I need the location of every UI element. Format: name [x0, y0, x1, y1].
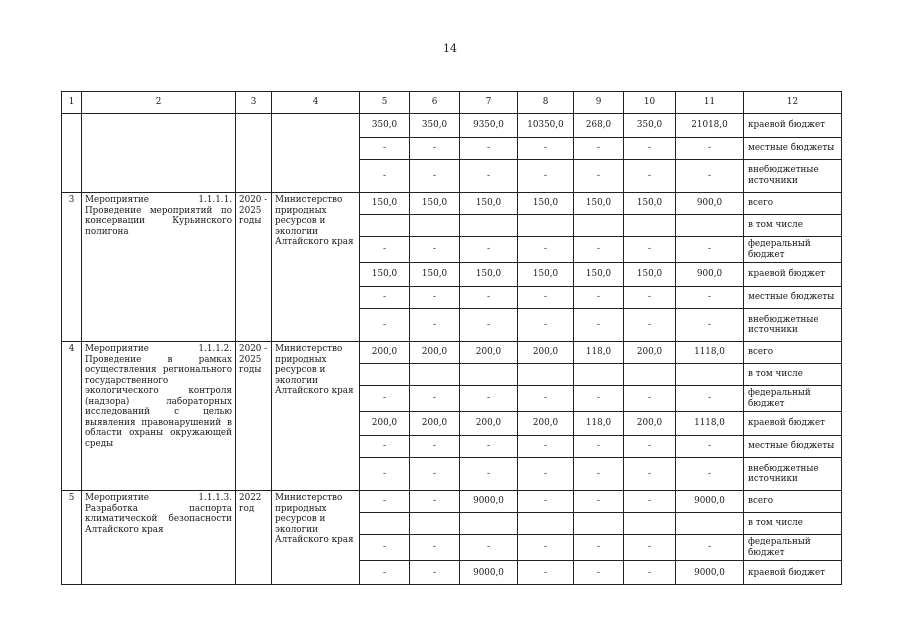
amount-cell: 900,0 [676, 193, 744, 215]
amount-cell: - [624, 386, 676, 412]
amount-cell [624, 513, 676, 535]
activity-number: 3 [62, 193, 82, 342]
amount-cell [676, 364, 744, 386]
column-header: 4 [272, 92, 360, 114]
amount-cell: - [624, 458, 676, 491]
amount-cell [360, 513, 410, 535]
amount-cell: - [460, 386, 518, 412]
amount-cell [676, 513, 744, 535]
amount-cell: 200,0 [410, 412, 460, 436]
amount-cell: - [624, 561, 676, 585]
activity-name: Мероприятие 1.1.1.2. Проведение в рамках осуществления регионального государственного экологического контроля (надзора) лабораторных исследований с целью выявления правонарушений в области охраны окружающей среды [82, 342, 236, 491]
amount-cell [410, 513, 460, 535]
amount-cell: 10350,0 [518, 114, 574, 138]
funding-source: всего [744, 491, 842, 513]
amount-cell: - [676, 237, 744, 263]
activity-number: 4 [62, 342, 82, 491]
column-header: 1 [62, 92, 82, 114]
amount-cell: 200,0 [624, 412, 676, 436]
activity-name: Мероприятие 1.1.1.1. Проведение мероприятий по консервации Курьинского полигона [82, 193, 236, 342]
activity-name: Мероприятие 1.1.1.3. Разработка паспорта климатической безопасности Алтайского края [82, 491, 236, 585]
amount-cell: - [360, 561, 410, 585]
amount-cell: - [624, 138, 676, 160]
funding-source: внебюджетные источники [744, 458, 842, 491]
amount-cell: - [410, 138, 460, 160]
amount-cell: - [624, 491, 676, 513]
funding-source: внебюджетные источники [744, 160, 842, 193]
table-row [62, 491, 842, 513]
activity-period: 2020 - 2025 годы [236, 342, 272, 491]
column-header: 6 [410, 92, 460, 114]
amount-cell: 150,0 [360, 263, 410, 287]
amount-cell: 1118,0 [676, 342, 744, 364]
amount-cell: 200,0 [624, 342, 676, 364]
amount-cell: - [460, 287, 518, 309]
amount-cell: 150,0 [460, 193, 518, 215]
amount-cell: 9000,0 [460, 491, 518, 513]
amount-cell: - [360, 436, 410, 458]
carry-over-name-cell [82, 114, 236, 193]
amount-cell: - [360, 535, 410, 561]
amount-cell: - [574, 309, 624, 342]
amount-cell: 200,0 [360, 412, 410, 436]
amount-cell: 268,0 [574, 114, 624, 138]
amount-cell [518, 215, 574, 237]
amount-cell: - [518, 561, 574, 585]
funding-source: всего [744, 193, 842, 215]
amount-cell: - [360, 386, 410, 412]
carry-over-period-cell [236, 114, 272, 193]
amount-cell: 9000,0 [676, 491, 744, 513]
amount-cell [460, 513, 518, 535]
amount-cell [360, 215, 410, 237]
amount-cell [460, 364, 518, 386]
amount-cell: - [410, 309, 460, 342]
amount-cell: - [624, 237, 676, 263]
funding-source: местные бюджеты [744, 138, 842, 160]
amount-cell: 9000,0 [676, 561, 744, 585]
amount-cell: - [624, 287, 676, 309]
activity-executor: Министерство природных ресурсов и экологии Алтайского края [272, 491, 360, 585]
amount-cell: - [518, 287, 574, 309]
amount-cell: 150,0 [460, 263, 518, 287]
funding-source: федеральный бюджет [744, 535, 842, 561]
amount-cell: - [460, 535, 518, 561]
activity-period: 2022 год [236, 491, 272, 585]
amount-cell: 150,0 [624, 263, 676, 287]
funding-source: внебюджетные источники [744, 309, 842, 342]
amount-cell: - [410, 535, 460, 561]
amount-cell: - [410, 491, 460, 513]
amount-cell [410, 364, 460, 386]
column-header: 10 [624, 92, 676, 114]
amount-cell [574, 364, 624, 386]
funding-source: федеральный бюджет [744, 386, 842, 412]
amount-cell [518, 513, 574, 535]
amount-cell: - [518, 535, 574, 561]
amount-cell: - [676, 386, 744, 412]
table-row [62, 193, 842, 215]
amount-cell: - [518, 386, 574, 412]
amount-cell: - [360, 160, 410, 193]
column-header: 8 [518, 92, 574, 114]
column-header: 3 [236, 92, 272, 114]
amount-cell [518, 364, 574, 386]
funding-source: федеральный бюджет [744, 237, 842, 263]
amount-cell: - [676, 535, 744, 561]
amount-cell: - [574, 436, 624, 458]
amount-cell: - [460, 309, 518, 342]
amount-cell: - [360, 138, 410, 160]
amount-cell: - [574, 535, 624, 561]
column-header: 11 [676, 92, 744, 114]
amount-cell: - [624, 160, 676, 193]
column-header: 12 [744, 92, 842, 114]
amount-cell: - [574, 160, 624, 193]
funding-source: всего [744, 342, 842, 364]
amount-cell: 21018,0 [676, 114, 744, 138]
amount-cell: - [460, 436, 518, 458]
amount-cell: - [624, 535, 676, 561]
amount-cell [460, 215, 518, 237]
amount-cell [360, 364, 410, 386]
amount-cell: 118,0 [574, 412, 624, 436]
amount-cell: - [574, 561, 624, 585]
amount-cell: - [410, 287, 460, 309]
amount-cell: - [676, 287, 744, 309]
amount-cell: 9000,0 [460, 561, 518, 585]
amount-cell: 900,0 [676, 263, 744, 287]
amount-cell: 1118,0 [676, 412, 744, 436]
amount-cell [624, 364, 676, 386]
amount-cell: 350,0 [624, 114, 676, 138]
amount-cell: 200,0 [460, 412, 518, 436]
amount-cell: - [518, 160, 574, 193]
amount-cell: - [460, 237, 518, 263]
amount-cell: - [518, 491, 574, 513]
amount-cell [676, 215, 744, 237]
table-row [62, 114, 842, 138]
amount-cell: - [460, 138, 518, 160]
amount-cell: - [410, 436, 460, 458]
amount-cell: - [410, 237, 460, 263]
amount-cell: - [676, 458, 744, 491]
amount-cell [624, 215, 676, 237]
funding-source: в том числе [744, 364, 842, 386]
amount-cell: 350,0 [360, 114, 410, 138]
amount-cell: 150,0 [360, 193, 410, 215]
amount-cell: - [518, 458, 574, 491]
activity-period: 2020 - 2025 годы [236, 193, 272, 342]
funding-source: краевой бюджет [744, 114, 842, 138]
amount-cell: - [574, 491, 624, 513]
amount-cell: - [676, 160, 744, 193]
amount-cell: 150,0 [410, 193, 460, 215]
amount-cell: - [518, 309, 574, 342]
column-header: 5 [360, 92, 410, 114]
budget-table [61, 91, 842, 585]
column-header: 7 [460, 92, 518, 114]
amount-cell: - [360, 458, 410, 491]
activity-executor: Министерство природных ресурсов и экологии Алтайского края [272, 342, 360, 491]
amount-cell: - [574, 458, 624, 491]
amount-cell: 200,0 [410, 342, 460, 364]
amount-cell: - [574, 138, 624, 160]
amount-cell: - [360, 309, 410, 342]
amount-cell: - [410, 458, 460, 491]
column-header-row [62, 92, 842, 114]
amount-cell: 200,0 [360, 342, 410, 364]
amount-cell: 150,0 [518, 263, 574, 287]
activity-executor: Министерство природных ресурсов и экологии Алтайского края [272, 193, 360, 342]
funding-source: краевой бюджет [744, 412, 842, 436]
amount-cell: - [360, 491, 410, 513]
amount-cell: - [574, 287, 624, 309]
amount-cell: 200,0 [518, 412, 574, 436]
amount-cell: - [676, 309, 744, 342]
carry-over-number-cell [62, 114, 82, 193]
amount-cell: - [676, 138, 744, 160]
amount-cell: 200,0 [518, 342, 574, 364]
carry-over-executor-cell [272, 114, 360, 193]
funding-source: в том числе [744, 215, 842, 237]
amount-cell: - [360, 287, 410, 309]
amount-cell: - [360, 237, 410, 263]
amount-cell: 150,0 [518, 193, 574, 215]
amount-cell: - [518, 138, 574, 160]
funding-source: краевой бюджет [744, 561, 842, 585]
funding-source: в том числе [744, 513, 842, 535]
amount-cell: 9350,0 [460, 114, 518, 138]
amount-cell: - [518, 237, 574, 263]
amount-cell: - [410, 386, 460, 412]
amount-cell: - [624, 309, 676, 342]
amount-cell [410, 215, 460, 237]
activity-number: 5 [62, 491, 82, 585]
amount-cell: - [460, 160, 518, 193]
amount-cell: 150,0 [574, 263, 624, 287]
amount-cell: - [518, 436, 574, 458]
column-header: 9 [574, 92, 624, 114]
amount-cell: - [574, 237, 624, 263]
amount-cell: - [410, 160, 460, 193]
amount-cell: - [574, 386, 624, 412]
funding-source: местные бюджеты [744, 436, 842, 458]
amount-cell: 200,0 [460, 342, 518, 364]
page-number: 14 [443, 42, 457, 55]
amount-cell: 150,0 [624, 193, 676, 215]
amount-cell: 150,0 [410, 263, 460, 287]
amount-cell [574, 215, 624, 237]
amount-cell: - [460, 458, 518, 491]
table-row [62, 342, 842, 364]
amount-cell: - [624, 436, 676, 458]
amount-cell: - [676, 436, 744, 458]
amount-cell: - [410, 561, 460, 585]
column-header: 2 [82, 92, 236, 114]
amount-cell: 118,0 [574, 342, 624, 364]
funding-source: местные бюджеты [744, 287, 842, 309]
amount-cell: 350,0 [410, 114, 460, 138]
amount-cell [574, 513, 624, 535]
funding-source: краевой бюджет [744, 263, 842, 287]
amount-cell: 150,0 [574, 193, 624, 215]
